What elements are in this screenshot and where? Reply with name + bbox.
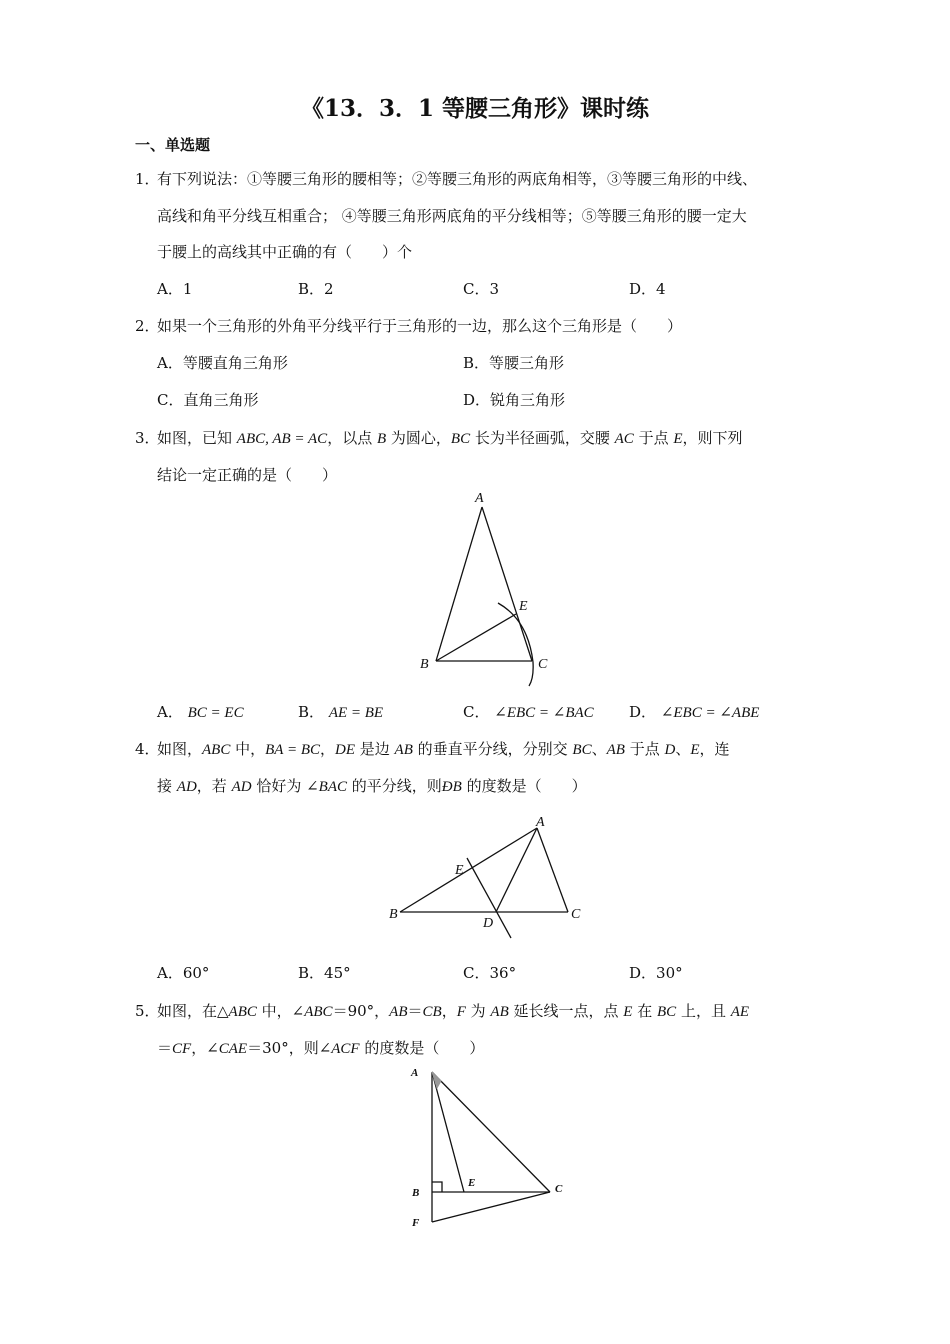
- option-a: A． BC = EC: [157, 703, 244, 721]
- question-text-line: 高线和角平分线互相重合； ④等腰三角形两底角的平分线相等；⑤等腰三角形的腰一定大: [157, 207, 747, 225]
- option-b: B．2: [298, 280, 334, 298]
- question-number: 1．: [135, 170, 160, 188]
- question-text-line: 如图，在△ABC 中，∠ABC＝90°，AB＝CB，F 为 AB 延长线一点，点 E 在 BC 上，且 AE: [157, 1002, 750, 1020]
- question-text-line: 如果一个三角形的外角平分线平行于三角形的一边，那么这个三角形是（ ）: [157, 317, 683, 335]
- label-b: B: [412, 1187, 420, 1199]
- label-d: D: [483, 916, 494, 931]
- segment-ae: [432, 1072, 464, 1192]
- label-b: B: [389, 907, 398, 922]
- label-a: A: [536, 815, 545, 830]
- question-text-line: 结论一定正确的是（ ）: [157, 466, 338, 484]
- option-c: C．3: [463, 280, 500, 298]
- label-e: E: [519, 599, 528, 614]
- option-b: B．45°: [298, 964, 351, 982]
- page-title: 《13．3．1 等腰三角形》课时练: [300, 95, 650, 122]
- label-a: A: [411, 1067, 419, 1079]
- label-f: F: [412, 1217, 420, 1229]
- label-c: C: [571, 907, 581, 922]
- right-angle-mark: [432, 1182, 442, 1192]
- label-c: C: [555, 1183, 563, 1195]
- question-text-line: 接 AD，若 AD 恰好为 ∠BAC 的平分线，则ÐB 的度数是（ ）: [157, 777, 587, 795]
- label-b: B: [420, 657, 429, 672]
- label-e: E: [468, 1177, 476, 1189]
- question-text-line: ＝CF，∠CAE＝30°，则∠ACF 的度数是（ ）: [157, 1039, 485, 1057]
- section-heading: 一、单选题: [135, 136, 211, 154]
- label-a: A: [475, 491, 484, 506]
- option-d: D． ∠EBC = ∠ABE: [629, 703, 760, 721]
- question-text-line: 于腰上的高线其中正确的有（ ）个: [157, 243, 413, 261]
- question-number: 3．: [135, 429, 160, 447]
- label-c: C: [538, 657, 548, 672]
- option-d: D．锐角三角形: [463, 391, 566, 409]
- question-text-line: 有下列说法：①等腰三角形的腰相等；②等腰三角形的两底角相等，③等腰三角形的中线、: [157, 170, 758, 188]
- label-e: E: [455, 863, 464, 878]
- segment-cf: [432, 1192, 550, 1222]
- question-text-line: 如图，已知 ABC, AB = AC，以点 B 为圆心，BC 长为半径画弧，交腰 AC 于点 E，则下列: [157, 429, 743, 447]
- question-number: 4．: [135, 740, 160, 758]
- question-number: 5．: [135, 1002, 160, 1020]
- option-a: A．等腰直角三角形: [157, 354, 288, 372]
- option-a: A．1: [157, 280, 193, 298]
- segment-ac: [432, 1072, 550, 1192]
- question-number: 2．: [135, 317, 160, 335]
- option-b: B． AE = BE: [298, 703, 384, 721]
- angle-mark: [432, 1072, 441, 1088]
- question-text-line: 如图，ABC 中，BA = BC，DE 是边 AB 的垂直平分线，分别交 BC、AB 于点 D、E，连: [157, 740, 730, 758]
- option-a: A．60°: [157, 964, 210, 982]
- option-c: C．直角三角形: [157, 391, 259, 409]
- option-c: C． ∠EBC = ∠BAC: [463, 703, 594, 721]
- option-c: C．36°: [463, 964, 517, 982]
- option-b: B．等腰三角形: [463, 354, 565, 372]
- option-d: D．30°: [629, 964, 683, 982]
- option-d: D．4: [629, 280, 666, 298]
